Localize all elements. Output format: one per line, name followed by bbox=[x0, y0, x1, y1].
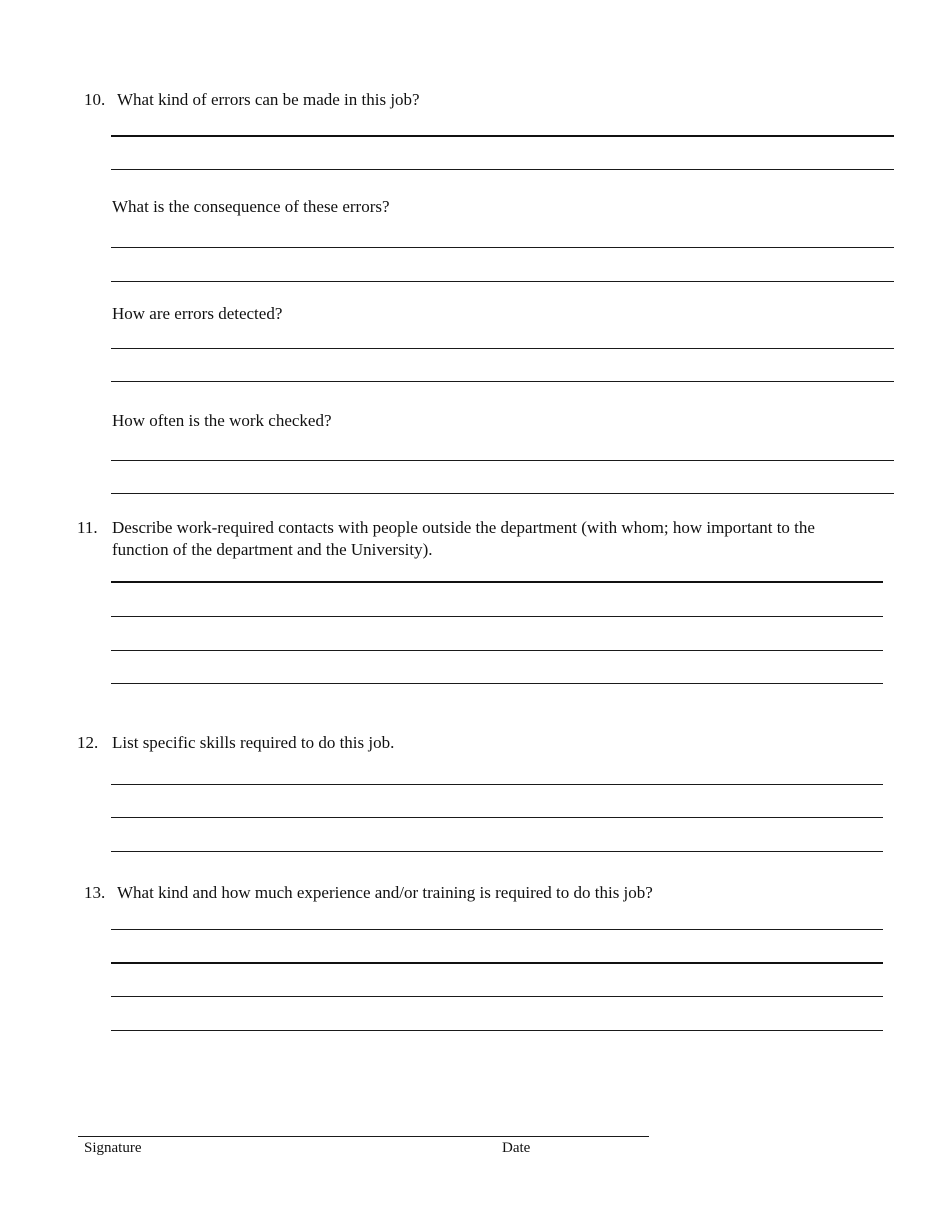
question-11-text-line1: Describe work-required contacts with people outside the department (with whom; how important to the bbox=[112, 518, 815, 537]
question-10-consequence-text: What is the consequence of these errors? bbox=[112, 197, 390, 216]
answer-line-10-4[interactable] bbox=[111, 281, 894, 282]
answer-line-10-1[interactable] bbox=[111, 135, 894, 137]
answer-line-12-3[interactable] bbox=[111, 851, 883, 852]
question-12-text: List specific skills required to do this job. bbox=[112, 733, 395, 752]
answer-line-10-5[interactable] bbox=[111, 348, 894, 349]
question-12-number: 12. bbox=[77, 733, 99, 752]
answer-line-10-6[interactable] bbox=[111, 381, 894, 382]
signature-date-line[interactable] bbox=[78, 1136, 649, 1137]
question-13-number: 13. bbox=[84, 883, 106, 902]
answer-line-10-2[interactable] bbox=[111, 169, 894, 170]
question-11-text-line2: function of the department and the University). bbox=[112, 540, 433, 559]
question-13-text: What kind and how much experience and/or training is required to do this job? bbox=[117, 883, 653, 902]
question-10-detection-text: How are errors detected? bbox=[112, 304, 283, 323]
question-11-number: 11. bbox=[77, 518, 98, 537]
answer-line-10-8[interactable] bbox=[111, 493, 894, 494]
answer-line-10-3[interactable] bbox=[111, 247, 894, 248]
answer-line-11-3[interactable] bbox=[111, 650, 883, 651]
answer-line-12-1[interactable] bbox=[111, 784, 883, 785]
answer-line-13-1[interactable] bbox=[111, 929, 883, 930]
answer-line-11-2[interactable] bbox=[111, 616, 883, 617]
answer-line-13-4[interactable] bbox=[111, 1030, 883, 1031]
question-10-text: What kind of errors can be made in this job? bbox=[117, 90, 420, 109]
answer-line-11-1[interactable] bbox=[111, 581, 883, 583]
question-10-number: 10. bbox=[84, 90, 106, 109]
answer-line-11-4[interactable] bbox=[111, 683, 883, 684]
date-label: Date bbox=[502, 1140, 531, 1156]
answer-line-13-3[interactable] bbox=[111, 996, 883, 997]
answer-line-13-2[interactable] bbox=[111, 962, 883, 964]
answer-line-10-7[interactable] bbox=[111, 460, 894, 461]
answer-line-12-2[interactable] bbox=[111, 817, 883, 818]
signature-label: Signature bbox=[84, 1140, 142, 1156]
question-10-frequency-text: How often is the work checked? bbox=[112, 411, 332, 430]
